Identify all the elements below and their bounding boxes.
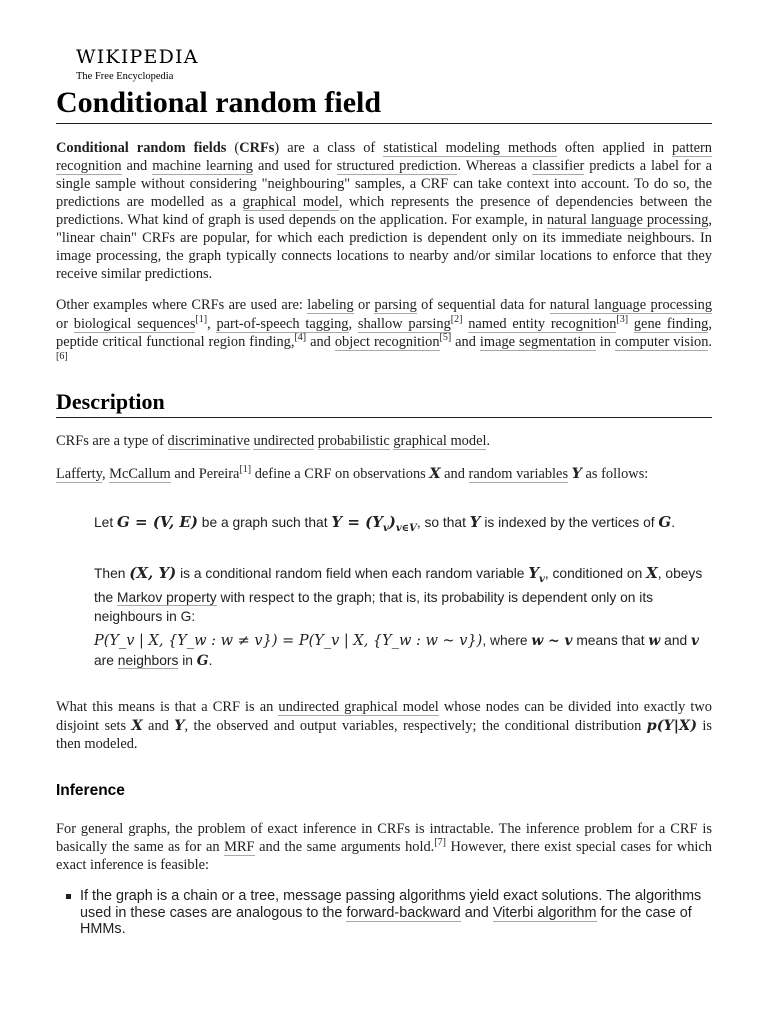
text: and <box>142 717 175 734</box>
text: ( <box>226 140 240 156</box>
logo-tagline: The Free Encyclopedia <box>76 71 174 82</box>
definition-crf <box>94 564 714 626</box>
link-natural-language-processing[interactable]: natural language processing <box>546 212 709 228</box>
math-w: w <box>648 633 661 649</box>
link-computer-vision[interactable]: computer vision <box>614 334 709 350</box>
text: in <box>595 334 615 350</box>
citation-1[interactable]: [1] <box>195 313 208 325</box>
link-mrf[interactable]: MRF <box>224 839 255 855</box>
text: ) are a class of <box>274 140 384 156</box>
link-object-recognition[interactable]: object recognition <box>334 334 440 350</box>
link-mccallum[interactable]: McCallum <box>109 466 171 482</box>
math-conditional-distribution: p(Y|X) <box>646 716 698 734</box>
text: , <box>348 315 358 332</box>
text: whose nodes can be divided into exactly two disjoint sets <box>56 699 712 734</box>
text: and <box>306 334 335 350</box>
text: define a CRF on observations <box>251 466 430 482</box>
text: , conditioned on <box>544 566 647 581</box>
citation-6[interactable]: [6] <box>56 350 68 362</box>
text: , which represents the presence of dependencies between the predictions. What kind of graph is used depends on the application. For example, in <box>56 194 712 228</box>
section-heading-inference: Inference <box>56 782 125 799</box>
text: is indexed by the vertices of <box>480 515 659 530</box>
list-item-text <box>80 888 716 938</box>
link-viterbi-algorithm[interactable]: Viterbi algorithm <box>492 904 597 921</box>
wikipedia-logo[interactable] <box>76 48 199 82</box>
text: , <box>207 315 217 332</box>
citation-1[interactable]: [1] <box>239 464 252 476</box>
text: are <box>94 653 118 668</box>
text <box>628 316 634 332</box>
link-random-variables[interactable]: random variables <box>468 466 569 482</box>
citation-2[interactable]: [2] <box>450 313 463 325</box>
link-parsing[interactable]: parsing <box>374 297 417 313</box>
term-bold: CRFs <box>239 140 275 156</box>
link-undirected[interactable]: undirected <box>253 433 315 449</box>
text: , peptide critical functional region finding, <box>56 315 712 350</box>
link-markov-property[interactable]: Markov property <box>117 590 217 606</box>
link-pattern-recognition[interactable]: pattern recognition <box>56 140 713 174</box>
text: Other examples where CRFs are used are: <box>56 297 308 313</box>
text: Then <box>94 566 130 581</box>
math-v: v <box>691 633 700 649</box>
text: be a graph such that <box>197 515 332 530</box>
text: CRFs are a type of <box>56 433 168 449</box>
text: and <box>460 904 493 921</box>
text: or <box>56 315 74 332</box>
text: What this means is that a CRF is an <box>56 699 279 715</box>
math-subscript: v <box>539 573 545 585</box>
math-y: Y <box>174 716 185 734</box>
link-named-entity-recognition[interactable]: named entity recognition <box>468 315 617 332</box>
citation-7[interactable]: [7] <box>434 837 446 849</box>
description-paragraph-1 <box>56 432 712 450</box>
link-neighbors[interactable]: neighbors <box>117 653 179 668</box>
link-machine-learning[interactable]: machine learning <box>152 158 254 174</box>
link-gene-finding[interactable]: gene finding <box>633 315 709 332</box>
math-y: Y <box>469 513 481 531</box>
text: means that <box>572 633 649 648</box>
section-heading-description: Description <box>56 388 712 418</box>
term-bold: Conditional random fields <box>56 140 227 156</box>
text: . <box>671 515 676 530</box>
text: If the graph is a chain or a tree, message passing algorithms yield exact solutions. The algorithms used in these cases are analogous to the <box>80 888 702 921</box>
math-graph: G = (V, E) <box>117 513 198 531</box>
link-labeling[interactable]: labeling <box>307 297 354 313</box>
link-classifier[interactable]: classifier <box>532 158 585 174</box>
link-graphical-model[interactable]: graphical model <box>242 194 339 210</box>
text: and used for <box>253 158 337 174</box>
text: is then modeled. <box>56 717 712 752</box>
math-g: G <box>196 653 209 669</box>
link-graphical-model[interactable]: graphical model <box>393 433 487 449</box>
list-item <box>66 888 716 938</box>
link-probabilistic[interactable]: probabilistic <box>317 433 390 449</box>
text: , so that <box>416 515 470 530</box>
link-lafferty[interactable]: Lafferty <box>56 466 102 482</box>
text: For general graphs, the problem of exact inference in CRFs is intractable. The inference problem for a CRF is basically the same as for an <box>56 821 712 855</box>
text: and <box>660 633 691 648</box>
description-paragraph-3 <box>56 698 712 754</box>
intro-paragraph-1 <box>56 139 712 283</box>
page-title: Conditional random field <box>56 84 712 124</box>
link-discriminative[interactable]: discriminative <box>167 433 250 449</box>
link-image-segmentation[interactable]: image segmentation <box>479 334 596 350</box>
text: in <box>178 653 197 668</box>
text: and Pereira <box>170 466 240 482</box>
text: . <box>708 334 712 350</box>
text: and the same arguments hold. <box>254 839 435 855</box>
definition-formula <box>94 631 714 671</box>
link-forward-backward[interactable]: forward-backward <box>346 904 461 921</box>
citation-3[interactable]: [3] <box>616 313 629 325</box>
citation-4[interactable]: [4] <box>294 332 307 344</box>
text: predicts a label for a single sample without considering "neighbouring" samples, a CRF can take context into account. To do so, the predictions are modelled as a <box>56 158 712 210</box>
text: . <box>486 433 491 449</box>
text: , obeys the <box>94 566 703 606</box>
text: However, there exist special cases for which exact inference is feasible: <box>56 839 713 873</box>
text: often applied in <box>556 140 673 156</box>
math-subscript: v∈V <box>395 522 417 534</box>
math-g: G <box>658 513 672 531</box>
text: , "linear chain" CRFs are popular, for which each prediction is dependent only on its immediate neighbours. In image processing, the graph typically connects locations to nearby and/or similar locations to enforce that they receive similar predictions. <box>56 212 713 282</box>
text: as follows: <box>581 466 649 482</box>
math-w-sim-v: w ~ v <box>531 633 573 649</box>
link-biological-sequences[interactable]: biological sequences <box>73 315 196 332</box>
link-statistical-modeling-methods[interactable]: statistical modeling methods <box>383 140 557 156</box>
text: and <box>121 158 153 174</box>
logo-wordmark: WIKIPEDIA <box>76 46 199 68</box>
math-y: Y <box>571 465 582 482</box>
text: of sequential data for <box>416 297 550 313</box>
inference-paragraph-1 <box>56 820 712 874</box>
citation-5[interactable]: [5] <box>439 332 452 344</box>
text: , the observed and output variables, respectively; the conditional distribution <box>184 717 647 734</box>
link-undirected-graphical-model[interactable]: undirected graphical model <box>278 699 439 715</box>
text: with respect to the graph; that is, its probability is dependent only on its neighbours in G: <box>94 590 654 624</box>
math-yv: Y <box>528 564 540 582</box>
link-part-of-speech-tagging[interactable]: part-of-speech tagging <box>216 315 349 332</box>
text: . <box>208 653 213 668</box>
math-crf-formula: P(Y_v | X, {Y_w : w ≠ v}) = P(Y_v | X, {Y_w : w ~ v}) <box>94 633 483 649</box>
math-subscript: v <box>382 522 389 534</box>
text: and <box>440 466 469 482</box>
math-x: X <box>646 564 658 582</box>
text: , where <box>482 633 532 648</box>
definition-graph <box>94 512 714 539</box>
text: , <box>101 466 110 482</box>
text: . Whereas a <box>457 158 533 174</box>
text: for the case of HMMs. <box>80 904 692 937</box>
text: Let <box>94 515 118 530</box>
link-shallow-parsing[interactable]: shallow parsing <box>357 315 451 332</box>
math-xy-pair: (X, Y) <box>129 564 177 582</box>
bullet-icon <box>66 894 71 899</box>
math-x: X <box>131 716 143 734</box>
math-y-tuple: Y = (Y <box>331 513 383 531</box>
math-x: X <box>429 465 441 482</box>
text: is a conditional random field when each random variable <box>176 566 529 581</box>
description-paragraph-2 <box>56 465 712 483</box>
math-paren: ) <box>388 513 396 531</box>
text: or <box>353 297 375 313</box>
text: and <box>451 334 480 350</box>
link-natural-language-processing[interactable]: natural language processing <box>549 297 713 313</box>
link-structured-prediction[interactable]: structured prediction <box>336 158 458 174</box>
intro-paragraph-2 <box>56 296 712 370</box>
